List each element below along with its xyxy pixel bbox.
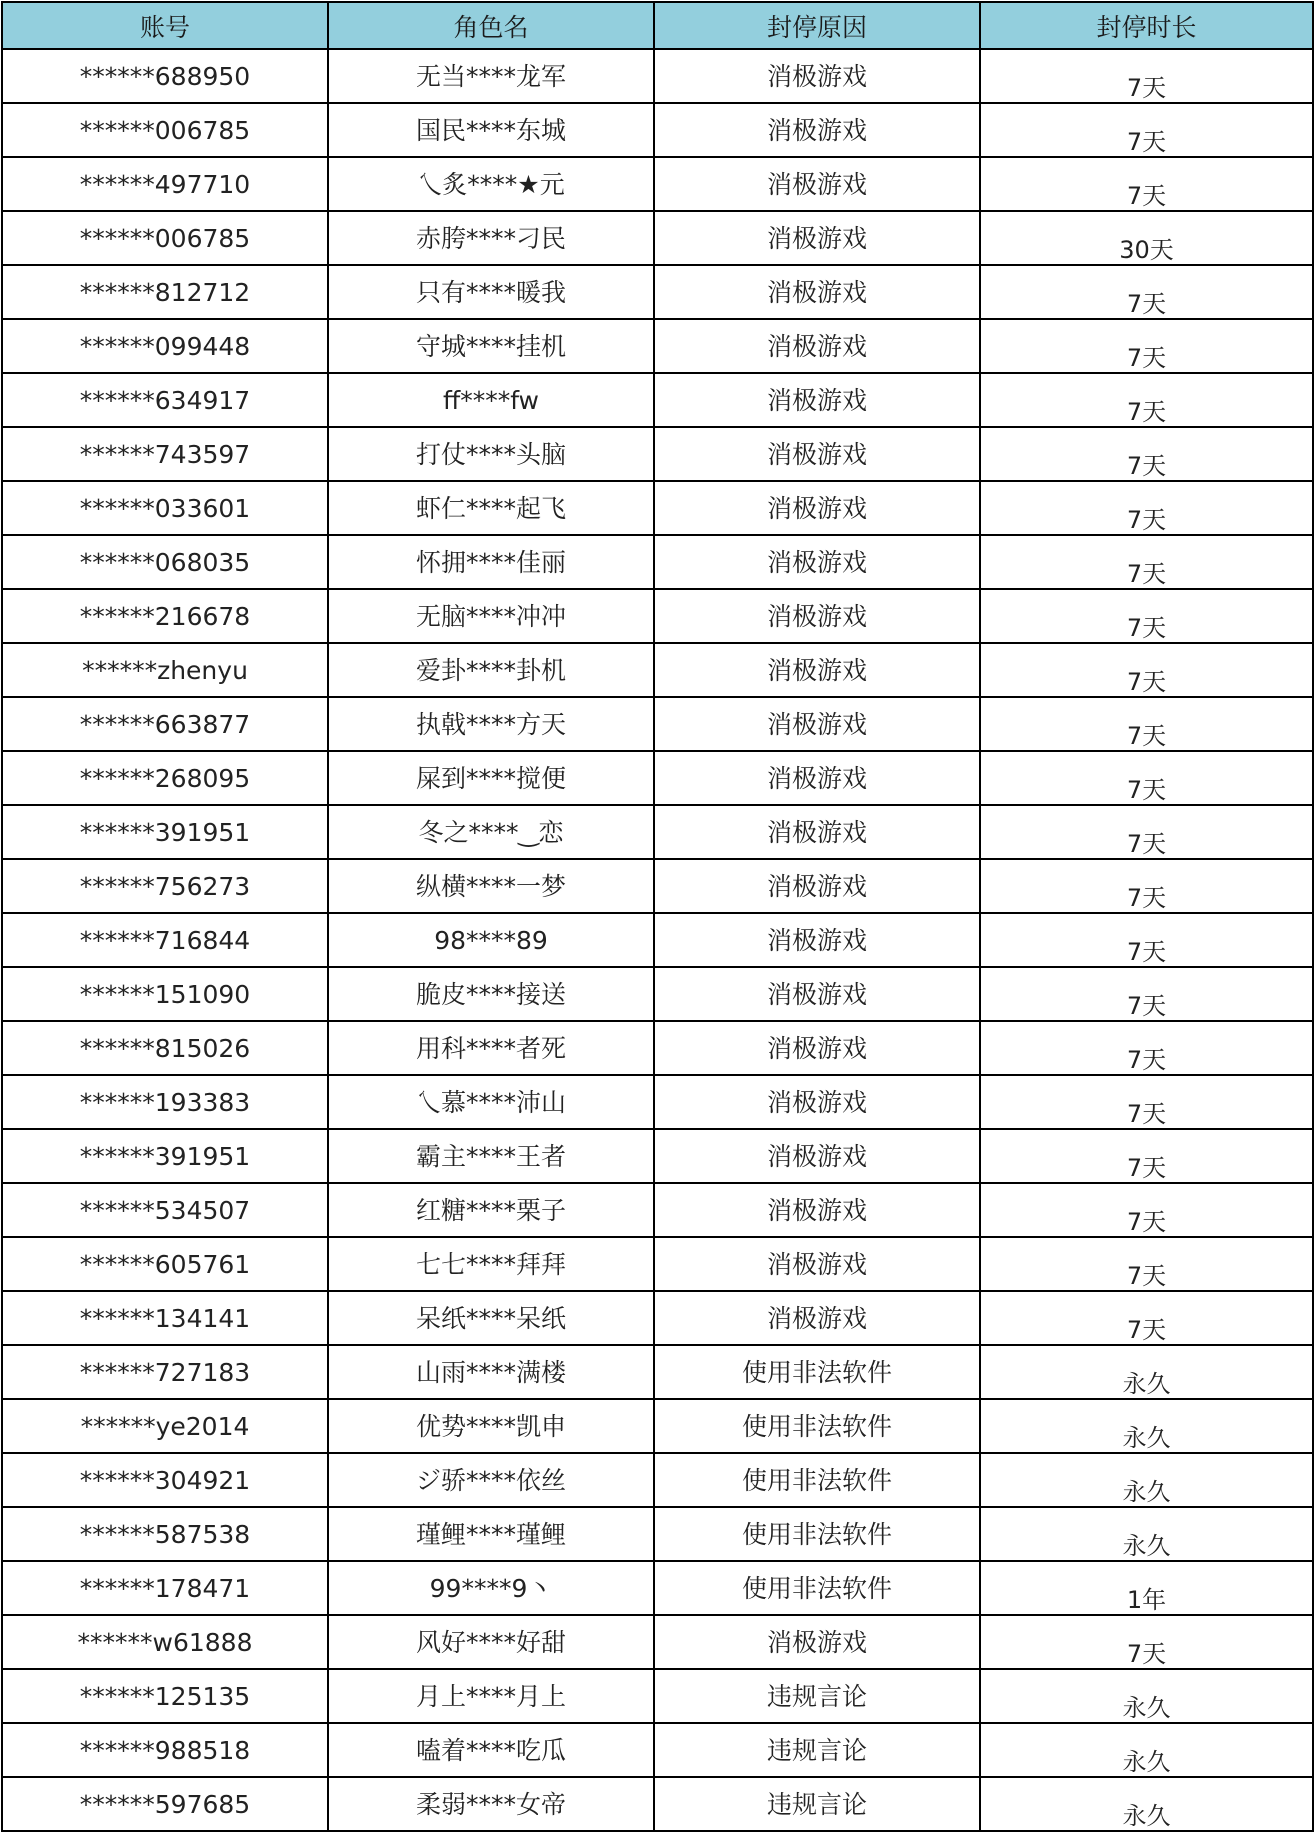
account-cell: ******634917 <box>2 373 328 427</box>
ban-reason-cell: 消极游戏 <box>654 373 980 427</box>
ban-reason-cell: 消极游戏 <box>654 157 980 211</box>
ban-duration-cell: 7天 <box>980 805 1313 859</box>
role-name-cell: 国民****东城 <box>328 103 654 157</box>
table-row <box>2 751 1313 805</box>
ban-reason-cell: 消极游戏 <box>654 643 980 697</box>
ban-list-table <box>1 1 1314 1832</box>
table-row <box>2 157 1313 211</box>
ban-duration-cell: 7天 <box>980 103 1313 157</box>
account-cell: ******w61888 <box>2 1615 328 1669</box>
ban-reason-cell: 违规言论 <box>654 1777 980 1831</box>
ban-reason-cell: 消极游戏 <box>654 751 980 805</box>
account-cell: ******988518 <box>2 1723 328 1777</box>
account-cell: ******391951 <box>2 1129 328 1183</box>
ban-reason-cell: 使用非法软件 <box>654 1345 980 1399</box>
role-name-cell: 脆皮****接送 <box>328 967 654 1021</box>
ban-reason-cell: 消极游戏 <box>654 1237 980 1291</box>
account-cell: ******193383 <box>2 1075 328 1129</box>
ban-reason-cell: 消极游戏 <box>654 1183 980 1237</box>
ban-reason-cell: 使用非法软件 <box>654 1561 980 1615</box>
table-row <box>2 1777 1313 1831</box>
column-header-ban-duration: 封停时长 <box>980 2 1313 49</box>
account-cell: ******134141 <box>2 1291 328 1345</box>
column-header-role-name: 角色名 <box>328 2 654 49</box>
role-name-cell: 打仗****头脑 <box>328 427 654 481</box>
ban-duration-cell: 7天 <box>980 859 1313 913</box>
ban-duration-cell: 7天 <box>980 157 1313 211</box>
ban-duration-cell: 7天 <box>980 1615 1313 1669</box>
ban-duration-cell: 永久 <box>980 1723 1313 1777</box>
ban-duration-cell: 永久 <box>980 1777 1313 1831</box>
role-name-cell: 执戟****方天 <box>328 697 654 751</box>
ban-reason-cell: 消极游戏 <box>654 103 980 157</box>
table-row <box>2 1507 1313 1561</box>
ban-reason-cell: 违规言论 <box>654 1669 980 1723</box>
table-row <box>2 481 1313 535</box>
table-row <box>2 859 1313 913</box>
ban-duration-cell: 7天 <box>980 589 1313 643</box>
ban-duration-cell: 7天 <box>980 643 1313 697</box>
ban-reason-cell: 消极游戏 <box>654 697 980 751</box>
table-row <box>2 1291 1313 1345</box>
account-cell: ******534507 <box>2 1183 328 1237</box>
ban-reason-cell: 消极游戏 <box>654 913 980 967</box>
ban-duration-cell: 7天 <box>980 751 1313 805</box>
table-row <box>2 265 1313 319</box>
role-name-cell: 无脑****冲冲 <box>328 589 654 643</box>
ban-duration-cell: 永久 <box>980 1345 1313 1399</box>
ban-reason-cell: 消极游戏 <box>654 1021 980 1075</box>
account-cell: ******zhenyu <box>2 643 328 697</box>
table-header-row <box>2 2 1313 49</box>
ban-reason-cell: 消极游戏 <box>654 265 980 319</box>
table-row <box>2 1237 1313 1291</box>
ban-reason-cell: 消极游戏 <box>654 967 980 1021</box>
ban-duration-cell: 永久 <box>980 1669 1313 1723</box>
ban-reason-cell: 消极游戏 <box>654 805 980 859</box>
account-cell: ******268095 <box>2 751 328 805</box>
table-row <box>2 1615 1313 1669</box>
role-name-cell: 霸主****王者 <box>328 1129 654 1183</box>
ban-duration-cell: 7天 <box>980 1129 1313 1183</box>
ban-reason-cell: 消极游戏 <box>654 427 980 481</box>
role-name-cell: 月上****月上 <box>328 1669 654 1723</box>
table-row <box>2 1399 1313 1453</box>
role-name-cell: 爱卦****卦机 <box>328 643 654 697</box>
role-name-cell: 冬之****‿恋 <box>328 805 654 859</box>
account-cell: ******497710 <box>2 157 328 211</box>
ban-duration-cell: 7天 <box>980 1291 1313 1345</box>
ban-reason-cell: 消极游戏 <box>654 49 980 103</box>
account-cell: ******151090 <box>2 967 328 1021</box>
column-header-ban-reason: 封停原因 <box>654 2 980 49</box>
ban-duration-cell: 永久 <box>980 1507 1313 1561</box>
table-row <box>2 103 1313 157</box>
ban-duration-cell: 7天 <box>980 49 1313 103</box>
ban-duration-cell: 7天 <box>980 319 1313 373</box>
account-cell: ******125135 <box>2 1669 328 1723</box>
table-row <box>2 643 1313 697</box>
ban-duration-cell: 30天 <box>980 211 1313 265</box>
table-row <box>2 1021 1313 1075</box>
table-row <box>2 319 1313 373</box>
ban-reason-cell: 消极游戏 <box>654 1291 980 1345</box>
role-name-cell: 红糖****栗子 <box>328 1183 654 1237</box>
ban-duration-cell: 永久 <box>980 1453 1313 1507</box>
table-row <box>2 1129 1313 1183</box>
table-row <box>2 697 1313 751</box>
table-row <box>2 1453 1313 1507</box>
ban-reason-cell: 消极游戏 <box>654 319 980 373</box>
account-cell: ******716844 <box>2 913 328 967</box>
ban-reason-cell: 消极游戏 <box>654 535 980 589</box>
table-row <box>2 49 1313 103</box>
column-header-account: 账号 <box>2 2 328 49</box>
ban-reason-cell: 消极游戏 <box>654 1615 980 1669</box>
account-cell: ******812712 <box>2 265 328 319</box>
role-name-cell: 瑾鲤****瑾鲤 <box>328 1507 654 1561</box>
table-row <box>2 1345 1313 1399</box>
account-cell: ******743597 <box>2 427 328 481</box>
role-name-cell: 怀拥****佳丽 <box>328 535 654 589</box>
role-name-cell: 赤胯****刁民 <box>328 211 654 265</box>
table-row <box>2 1723 1313 1777</box>
role-name-cell: 优势****凯申 <box>328 1399 654 1453</box>
account-cell: ******605761 <box>2 1237 328 1291</box>
account-cell: ******587538 <box>2 1507 328 1561</box>
role-name-cell: 无当****龙军 <box>328 49 654 103</box>
role-name-cell: ジ骄****依丝 <box>328 1453 654 1507</box>
account-cell: ******099448 <box>2 319 328 373</box>
account-cell: ******597685 <box>2 1777 328 1831</box>
role-name-cell: 用科****者死 <box>328 1021 654 1075</box>
ban-reason-cell: 违规言论 <box>654 1723 980 1777</box>
ban-duration-cell: 7天 <box>980 697 1313 751</box>
ban-duration-cell: 7天 <box>980 913 1313 967</box>
role-name-cell: 98****89 <box>328 913 654 967</box>
ban-reason-cell: 消极游戏 <box>654 481 980 535</box>
account-cell: ******688950 <box>2 49 328 103</box>
ban-duration-cell: 7天 <box>980 967 1313 1021</box>
account-cell: ******068035 <box>2 535 328 589</box>
ban-duration-cell: 7天 <box>980 1021 1313 1075</box>
table-row <box>2 1075 1313 1129</box>
table-row <box>2 967 1313 1021</box>
ban-reason-cell: 使用非法软件 <box>654 1507 980 1561</box>
account-cell: ******216678 <box>2 589 328 643</box>
table-row <box>2 427 1313 481</box>
role-name-cell: 虾仁****起飞 <box>328 481 654 535</box>
ban-reason-cell: 消极游戏 <box>654 211 980 265</box>
role-name-cell: 99****9丶 <box>328 1561 654 1615</box>
ban-duration-cell: 7天 <box>980 373 1313 427</box>
ban-duration-cell: 7天 <box>980 265 1313 319</box>
role-name-cell: 只有****暖我 <box>328 265 654 319</box>
role-name-cell: 风好****好甜 <box>328 1615 654 1669</box>
ban-reason-cell: 消极游戏 <box>654 859 980 913</box>
ban-reason-cell: 消极游戏 <box>654 589 980 643</box>
ban-duration-cell: 永久 <box>980 1399 1313 1453</box>
ban-duration-cell: 7天 <box>980 1183 1313 1237</box>
table-row <box>2 913 1313 967</box>
account-cell: ******815026 <box>2 1021 328 1075</box>
role-name-cell: 守城****挂机 <box>328 319 654 373</box>
account-cell: ******727183 <box>2 1345 328 1399</box>
role-name-cell: 纵横****一梦 <box>328 859 654 913</box>
role-name-cell: 七七****拜拜 <box>328 1237 654 1291</box>
account-cell: ******756273 <box>2 859 328 913</box>
table-row <box>2 805 1313 859</box>
ban-duration-cell: 1年 <box>980 1561 1313 1615</box>
role-name-cell: ff****fw <box>328 373 654 427</box>
account-cell: ******178471 <box>2 1561 328 1615</box>
role-name-cell: 嗑着****吃瓜 <box>328 1723 654 1777</box>
account-cell: ******391951 <box>2 805 328 859</box>
ban-reason-cell: 使用非法软件 <box>654 1453 980 1507</box>
account-cell: ******006785 <box>2 211 328 265</box>
ban-duration-cell: 7天 <box>980 1237 1313 1291</box>
table-row <box>2 535 1313 589</box>
ban-reason-cell: 消极游戏 <box>654 1129 980 1183</box>
ban-duration-cell: 7天 <box>980 481 1313 535</box>
role-name-cell: 柔弱****女帝 <box>328 1777 654 1831</box>
table-row <box>2 589 1313 643</box>
role-name-cell: 呆纸****呆纸 <box>328 1291 654 1345</box>
account-cell: ******033601 <box>2 481 328 535</box>
ban-duration-cell: 7天 <box>980 1075 1313 1129</box>
account-cell: ******304921 <box>2 1453 328 1507</box>
ban-duration-cell: 7天 <box>980 535 1313 589</box>
table-row <box>2 1183 1313 1237</box>
role-name-cell: 屎到****搅便 <box>328 751 654 805</box>
table-row <box>2 1669 1313 1723</box>
account-cell: ******006785 <box>2 103 328 157</box>
table-row <box>2 211 1313 265</box>
role-name-cell: 乀炙****★元 <box>328 157 654 211</box>
table-row <box>2 1561 1313 1615</box>
ban-duration-cell: 7天 <box>980 427 1313 481</box>
role-name-cell: 山雨****满楼 <box>328 1345 654 1399</box>
account-cell: ******ye2014 <box>2 1399 328 1453</box>
ban-reason-cell: 使用非法软件 <box>654 1399 980 1453</box>
ban-reason-cell: 消极游戏 <box>654 1075 980 1129</box>
account-cell: ******663877 <box>2 697 328 751</box>
table-row <box>2 373 1313 427</box>
role-name-cell: 乀慕****沛山 <box>328 1075 654 1129</box>
